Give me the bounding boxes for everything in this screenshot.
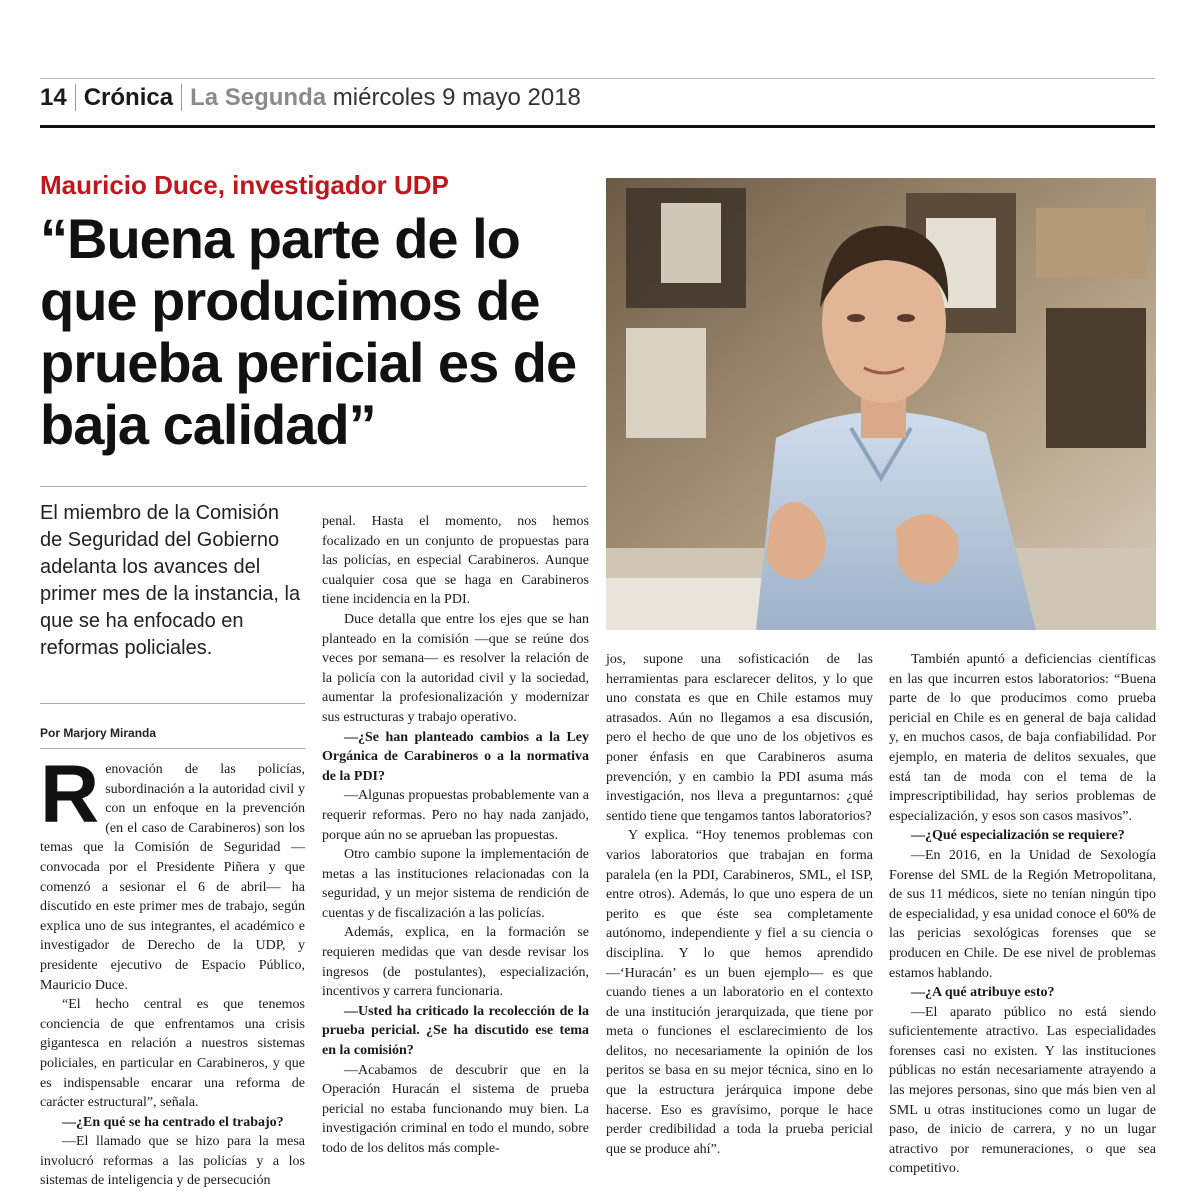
- paragraph: —Acabamos de descubrir que en la Operación Huracán el sistema de prueba pericial no estaba funcionando muy bien. La investigación criminal en todo el mundo, sobre todo de los delitos más comple-: [322, 1062, 589, 1156]
- interview-question: —Usted ha criticado la recolección de la prueba pericial. ¿Se ha discutido ese tema en la comisión?: [322, 1003, 589, 1059]
- page-header: [40, 78, 1155, 128]
- page-number: 14: [40, 84, 76, 111]
- publication-name: La Segunda: [190, 84, 327, 111]
- paragraph: Y explica. “Hoy tenemos problemas con varios laboratorios que trabajan en forma paralela (en la PDI, Carabineros, SML, el ISP, entre otros). Además, lo que uno espera de un perito es que éste sea completamente autónomo, independiente y fiel a su ciencia o disciplina. Y lo que hemos aprendido —‘Huracán’ es un buen ejemplo— es que cuando tienes a un laboratorio en el contexto de una institución jerarquizada, que tiene por meta o funciones el esclarecimiento de los delitos, no necesariamente la opinión de los peritos se basa en su mejor técnica, sino en lo que la estructura jerárquica impone debe hacerse. Eso es gravísimo, porque le hace perder credibilidad a toda la prueba pericial que se produce ahí”.: [606, 828, 873, 1157]
- paragraph: —El llamado que se hizo para la mesa involucró reformas a las policías y a los sistemas de inteligencia y de persecución: [40, 1134, 305, 1189]
- interview-question: —¿A qué atribuye esto?: [911, 985, 1055, 1001]
- interview-question: —¿En qué se ha centrado el trabajo?: [62, 1114, 284, 1130]
- body-column-2: [322, 512, 589, 1159]
- paragraph: —El aparato público no está siendo suficientemente atractivo. Las especialidades forenses casi no existen. Y las instituciones públicas no están necesariamente atrayendo a las mejores personas, sino que más bien ven al SML u otras instituciones como un lugar de paso, de inicio de carrera, y no un lugar atractivo por remuneraciones, o que sea competitivo.: [889, 1004, 1156, 1177]
- paragraph: “El hecho central es que tenemos conciencia de que enfrentamos una crisis gigantesca en relación a nuestros sistemas policiales, en particular en Carabineros, y que es indispensable encarar una reforma de carácter estructural”, señala.: [40, 997, 305, 1111]
- lede-divider: [40, 703, 305, 704]
- drop-cap: R: [40, 749, 100, 840]
- paragraph: —En 2016, en la Unidad de Sexología Forense del SML de la Región Metropolitana, de sus 11 médicos, siete no tenían ningún tipo de especialidad, y esa unidad conoce el 60% de las pericias sexológicas forenses que se producen en Chile. De ese nivel de problemas estamos hablando.: [889, 847, 1156, 981]
- paragraph: enovación de las policías, subordinación a la autoridad civil y con un enfoque en la prevención (en el caso de Carabineros) son los temas que la Comisión de Seguridad —convocada por el Presidente Piñera y que comenzó a sesionar el 6 de abril— ha discutido en este primer mes de trabajo, según explica uno de sus integrantes, el académico e investigador de Derecho de la UDP, y presidente ejecutivo de Espacio Público, Mauricio Duce.: [40, 762, 305, 993]
- headline-divider: [40, 486, 587, 487]
- portrait-photo: [606, 178, 1156, 630]
- body-column-1: [40, 749, 305, 1191]
- article-lede: El miembro de la Comisión de Seguridad del Gobierno adelanta los avances del primer mes de la instancia, la que se ha enfocado en reformas policiales.: [40, 502, 301, 659]
- article-headline: “Buena parte de lo que producimos de prueba pericial es de baja calidad”: [40, 207, 577, 456]
- paragraph: También apuntó a deficiencias científicas en las que incurren estos laboratorios: “Buena parte de lo que producimos como prueba pericial en Chile es en general de baja calidad y, en muchos casos, de baja confiabilidad. Por ejemplo, en materia de delitos sexuales, que está tan de moda con el tema de la imprescriptibilidad, hay serios problemas de especialización, y esos son casos masivos”.: [889, 652, 1156, 824]
- paragraph: penal. Hasta el momento, nos hemos focalizado en un conjunto de propuestas para las policías, en especial Carabineros. Aunque cualquier cosa que se haga en Carabineros tiene incidencia en la PDI.: [322, 514, 589, 608]
- paragraph: —Algunas propuestas probablemente van a requerir reformas. Pero no hay nada zanjado, porque aún no se aprueban las propuestas.: [322, 788, 589, 843]
- interview-question: —¿Qué especialización se requiere?: [911, 828, 1125, 844]
- portrait-photo-icon: [606, 178, 1156, 630]
- paragraph: Además, explica, en la formación se requieren medidas que van desde revisar los ingresos (de postulantes), especialización, incentivos y carrera funcionaria.: [322, 925, 589, 1000]
- body-column-3: [606, 650, 873, 1159]
- paragraph: Otro cambio supone la implementación de metas a las instituciones relacionadas con la seguridad, y un mejor sistema de rendición de cuentas y de fiscalización a las policías.: [322, 847, 589, 921]
- interview-question: —¿Se han planteado cambios a la Ley Orgánica de Carabineros o a la normativa de la PDI?: [322, 729, 589, 784]
- publication-date: miércoles 9 mayo 2018: [332, 84, 581, 111]
- section-name: Crónica: [76, 84, 182, 111]
- paragraph: Duce detalla que entre los ejes que se han planteado en la comisión —que se reúne dos veces por semana— es resolver la relación de la policía con la autoridad civil y la sociedad, aumentar la profesionalización y modernizar sus estructuras y trabajo operativo.: [322, 611, 589, 725]
- article-byline: Por Marjory Miranda: [40, 726, 157, 740]
- article-kicker: Mauricio Duce, investigador UDP: [40, 170, 449, 200]
- body-column-4: [889, 650, 1156, 1179]
- paragraph: jos, supone una sofisticación de las herramientas para esclarecer delitos, y lo que uno constata es que en Chile estamos muy atrasados. Aún no llegamos a esa discusión, pero el hecho de que uno de los objetivos es poner énfasis en que Carabineros asuma prevención, y en cambio la PDI asuma más investigación, nos lleva a preguntarnos: ¿qué sentido tiene que tengamos tantos laboratorios?: [606, 652, 873, 824]
